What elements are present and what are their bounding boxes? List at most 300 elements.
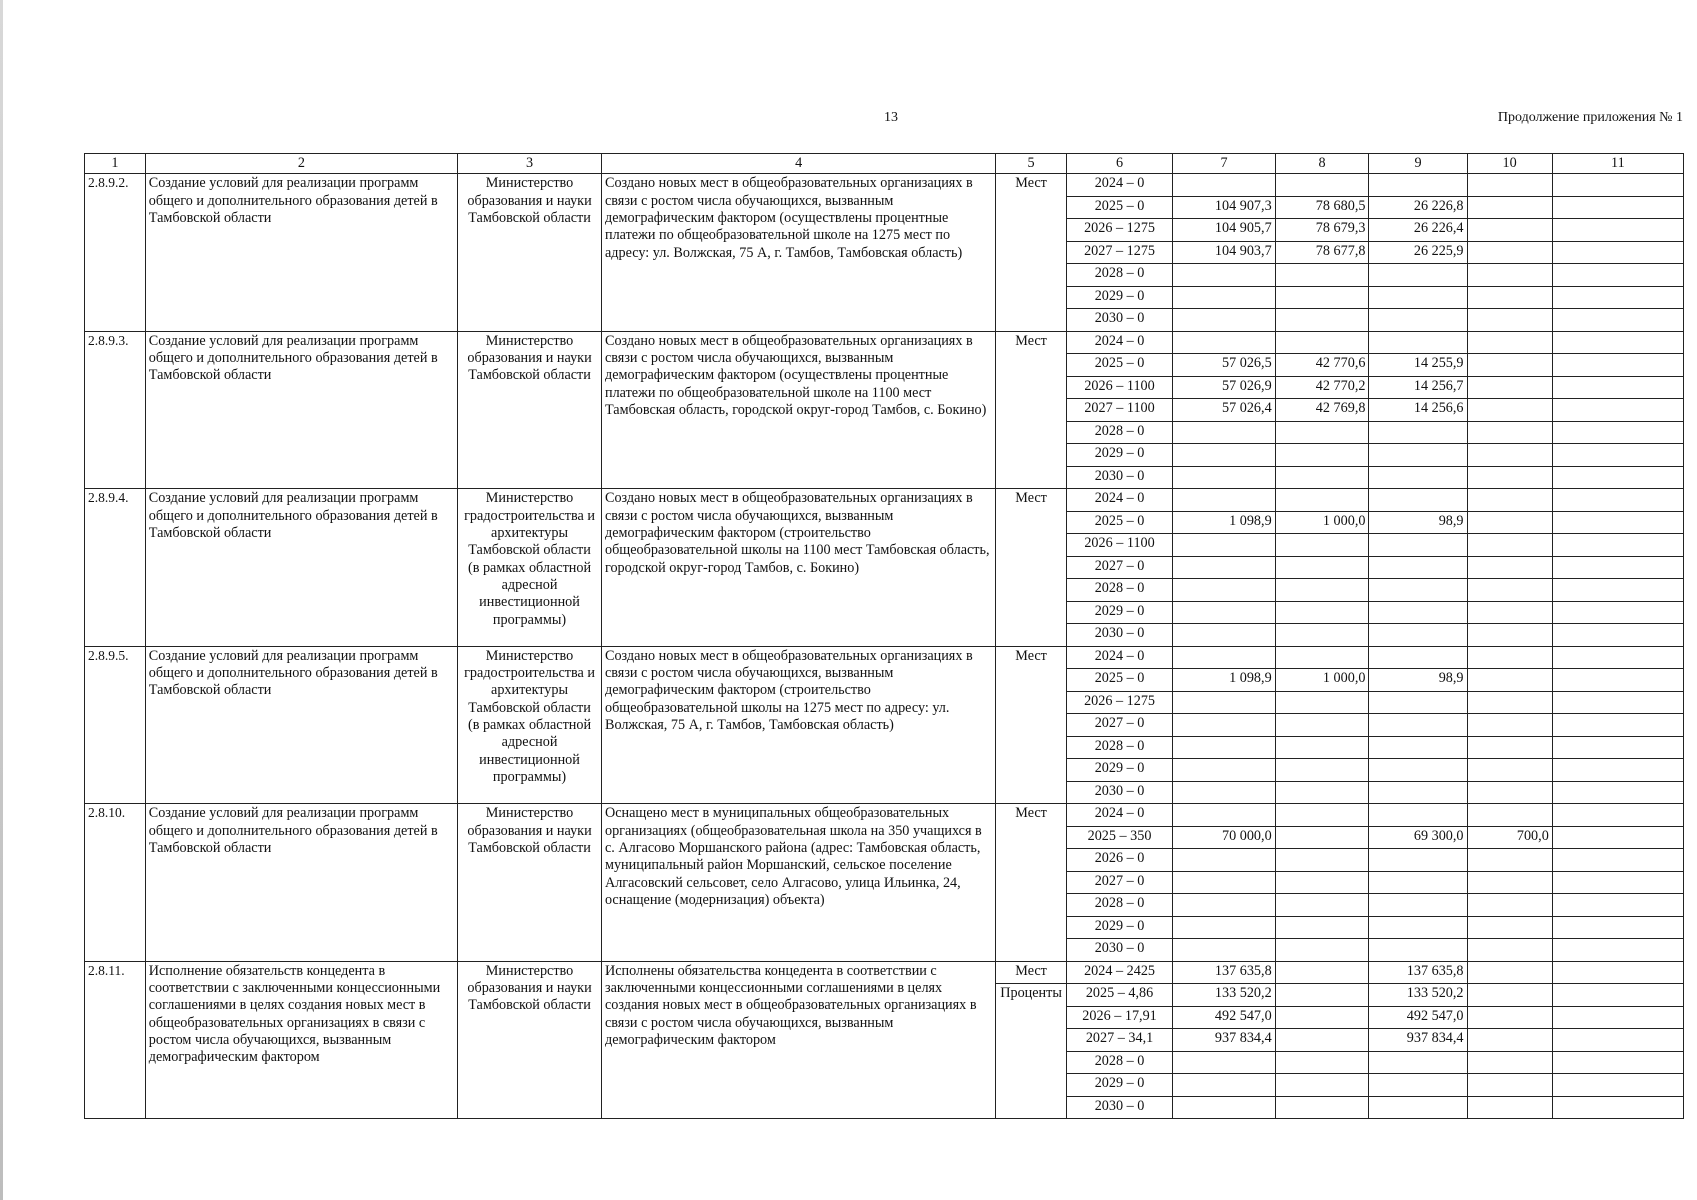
col8-value xyxy=(1275,579,1369,602)
column-header-9: 9 xyxy=(1369,154,1467,174)
col11-value xyxy=(1552,1051,1683,1074)
col9-value xyxy=(1369,1074,1467,1097)
col9-value: 133 520,2 xyxy=(1369,984,1467,1007)
col10-value xyxy=(1467,511,1552,534)
col8-value: 78 679,3 xyxy=(1275,219,1369,242)
col10-value xyxy=(1467,871,1552,894)
col7-value xyxy=(1173,646,1275,669)
executor: Министерство градостроительства и архитектуры Тамбовской области (в рамках областной адресной инвестиционной программы) xyxy=(458,646,602,804)
col11-value xyxy=(1552,354,1683,377)
col8-value xyxy=(1275,759,1369,782)
col10-value xyxy=(1467,759,1552,782)
col10-value xyxy=(1467,1029,1552,1052)
col11-value xyxy=(1552,826,1683,849)
col7-value: 104 907,3 xyxy=(1173,196,1275,219)
col9-value xyxy=(1369,759,1467,782)
col8-value: 1 000,0 xyxy=(1275,511,1369,534)
col10-value xyxy=(1467,1051,1552,1074)
col10-value xyxy=(1467,174,1552,197)
unit-secondary: Проценты xyxy=(996,984,1066,1119)
col10-value xyxy=(1467,714,1552,737)
year-value: 2027 – 0 xyxy=(1066,556,1173,579)
col10-value xyxy=(1467,624,1552,647)
col9-value xyxy=(1369,714,1467,737)
scan-edge xyxy=(0,0,3,1200)
col11-value xyxy=(1552,309,1683,332)
executor: Министерство образования и науки Тамбовской области xyxy=(458,174,602,332)
col7-value xyxy=(1173,174,1275,197)
col10-value xyxy=(1467,354,1552,377)
col11-value xyxy=(1552,489,1683,512)
col7-value: 1 098,9 xyxy=(1173,511,1275,534)
year-value: 2029 – 0 xyxy=(1066,444,1173,467)
year-value: 2025 – 0 xyxy=(1066,511,1173,534)
col11-value xyxy=(1552,736,1683,759)
col8-value: 78 677,8 xyxy=(1275,241,1369,264)
column-header-1: 1 xyxy=(85,154,146,174)
year-value: 2027 – 0 xyxy=(1066,871,1173,894)
col9-value: 14 256,7 xyxy=(1369,376,1467,399)
year-value: 2029 – 0 xyxy=(1066,1074,1173,1097)
year-value: 2028 – 0 xyxy=(1066,421,1173,444)
expected-result: Создано новых мест в общеобразовательных организациях в связи с ростом числа обучающихся, вызванным демографическим фактором (осуществлены процентные платежи по общеобразовательной школе на 1275 мест по адресу: ул. Волжская, 75 А, г. Тамбов, Тамбовская область) xyxy=(601,174,995,332)
col11-value xyxy=(1552,264,1683,287)
col10-value: 700,0 xyxy=(1467,826,1552,849)
year-value: 2025 – 0 xyxy=(1066,354,1173,377)
col7-value xyxy=(1173,421,1275,444)
year-value: 2030 – 0 xyxy=(1066,309,1173,332)
year-value: 2029 – 0 xyxy=(1066,601,1173,624)
col10-value xyxy=(1467,444,1552,467)
col9-value: 14 255,9 xyxy=(1369,354,1467,377)
col7-value xyxy=(1173,579,1275,602)
item-name: Исполнение обязательств концедента в соответствии с заключенными концессионными соглашениями в целях создания новых мест в общеобразовательных организациях в связи с ростом числа обучающихся, вызванным демографическим фактором xyxy=(145,961,457,1119)
year-value: 2024 – 0 xyxy=(1066,646,1173,669)
col11-value xyxy=(1552,556,1683,579)
col9-value: 26 226,8 xyxy=(1369,196,1467,219)
col10-value xyxy=(1467,196,1552,219)
executor: Министерство образования и науки Тамбовской области xyxy=(458,804,602,962)
column-header-2: 2 xyxy=(145,154,457,174)
col9-value: 69 300,0 xyxy=(1369,826,1467,849)
col10-value xyxy=(1467,331,1552,354)
col9-value: 937 834,4 xyxy=(1369,1029,1467,1052)
col8-value xyxy=(1275,534,1369,557)
col8-value xyxy=(1275,624,1369,647)
table-row xyxy=(85,646,1684,669)
col10-value xyxy=(1467,669,1552,692)
col7-value xyxy=(1173,489,1275,512)
item-number: 2.8.11. xyxy=(85,961,146,1119)
col9-value xyxy=(1369,489,1467,512)
col7-value: 133 520,2 xyxy=(1173,984,1275,1007)
column-header-4: 4 xyxy=(601,154,995,174)
col11-value xyxy=(1552,624,1683,647)
col9-value xyxy=(1369,1051,1467,1074)
col9-value xyxy=(1369,534,1467,557)
col8-value xyxy=(1275,984,1369,1007)
col10-value xyxy=(1467,961,1552,984)
col7-value xyxy=(1173,1074,1275,1097)
col9-value: 26 225,9 xyxy=(1369,241,1467,264)
col9-value xyxy=(1369,781,1467,804)
col11-value xyxy=(1552,646,1683,669)
col11-value xyxy=(1552,871,1683,894)
col11-value xyxy=(1552,421,1683,444)
col9-value: 492 547,0 xyxy=(1369,1006,1467,1029)
col9-value xyxy=(1369,466,1467,489)
item-number: 2.8.9.2. xyxy=(85,174,146,332)
col11-value xyxy=(1552,579,1683,602)
col8-value xyxy=(1275,1051,1369,1074)
col8-value: 42 770,6 xyxy=(1275,354,1369,377)
unit: Мест xyxy=(996,174,1066,332)
col8-value xyxy=(1275,331,1369,354)
year-value: 2028 – 0 xyxy=(1066,579,1173,602)
col9-value xyxy=(1369,624,1467,647)
col9-value xyxy=(1369,286,1467,309)
col7-value: 137 635,8 xyxy=(1173,961,1275,984)
year-value: 2026 – 1275 xyxy=(1066,219,1173,242)
col9-value: 14 256,6 xyxy=(1369,399,1467,422)
col11-value xyxy=(1552,444,1683,467)
col7-value xyxy=(1173,849,1275,872)
col9-value xyxy=(1369,174,1467,197)
year-value: 2026 – 1275 xyxy=(1066,691,1173,714)
col10-value xyxy=(1467,804,1552,827)
col7-value: 937 834,4 xyxy=(1173,1029,1275,1052)
col8-value xyxy=(1275,939,1369,962)
col10-value xyxy=(1467,916,1552,939)
col10-value xyxy=(1467,264,1552,287)
year-value: 2030 – 0 xyxy=(1066,1096,1173,1119)
year-value: 2025 – 0 xyxy=(1066,196,1173,219)
unit: Мест xyxy=(996,961,1066,984)
expected-result: Оснащено мест в муниципальных общеобразовательных организациях (общеобразовательная школа на 350 учащихся в с. Алгасово Моршанского района (адрес: Тамбовская область, муниципальный район Моршанский, сельское поселение Алгасовский сельсовет, село Алгасово, улица Ильинка, 24, оснащение (модернизация) объекта) xyxy=(601,804,995,962)
col10-value xyxy=(1467,556,1552,579)
col7-value: 57 026,4 xyxy=(1173,399,1275,422)
col8-value xyxy=(1275,714,1369,737)
col10-value xyxy=(1467,646,1552,669)
col10-value xyxy=(1467,241,1552,264)
col8-value xyxy=(1275,264,1369,287)
col7-value: 104 905,7 xyxy=(1173,219,1275,242)
col9-value xyxy=(1369,646,1467,669)
expected-result: Создано новых мест в общеобразовательных организациях в связи с ростом числа обучающихся, вызванным демографическим фактором (строительство общеобразовательной школы на 1100 мест Тамбовская область, городской округ-город Тамбов, с. Бокино) xyxy=(601,489,995,647)
year-value: 2030 – 0 xyxy=(1066,466,1173,489)
column-header-3: 3 xyxy=(458,154,602,174)
col11-value xyxy=(1552,376,1683,399)
column-header-5: 5 xyxy=(996,154,1066,174)
col9-value xyxy=(1369,309,1467,332)
col11-value xyxy=(1552,511,1683,534)
col11-value xyxy=(1552,804,1683,827)
col7-value xyxy=(1173,556,1275,579)
col7-value xyxy=(1173,331,1275,354)
col7-value xyxy=(1173,691,1275,714)
col9-value xyxy=(1369,556,1467,579)
col7-value: 492 547,0 xyxy=(1173,1006,1275,1029)
col11-value xyxy=(1552,466,1683,489)
col10-value xyxy=(1467,309,1552,332)
col9-value xyxy=(1369,939,1467,962)
col8-value xyxy=(1275,894,1369,917)
col8-value xyxy=(1275,556,1369,579)
item-name: Создание условий для реализации программ общего и дополнительного образования детей в Тамбовской области xyxy=(145,646,457,804)
column-header-11: 11 xyxy=(1552,154,1683,174)
year-value: 2025 – 350 xyxy=(1066,826,1173,849)
col11-value xyxy=(1552,399,1683,422)
year-value: 2026 – 0 xyxy=(1066,849,1173,872)
unit: Мест xyxy=(996,331,1066,489)
col11-value xyxy=(1552,849,1683,872)
item-number: 2.8.9.3. xyxy=(85,331,146,489)
executor: Министерство образования и науки Тамбовской области xyxy=(458,331,602,489)
col11-value xyxy=(1552,916,1683,939)
item-name: Создание условий для реализации программ общего и дополнительного образования детей в Тамбовской области xyxy=(145,174,457,332)
col10-value xyxy=(1467,601,1552,624)
col8-value xyxy=(1275,691,1369,714)
col10-value xyxy=(1467,1074,1552,1097)
year-value: 2026 – 1100 xyxy=(1066,534,1173,557)
col8-value xyxy=(1275,961,1369,984)
col11-value xyxy=(1552,1029,1683,1052)
item-name: Создание условий для реализации программ общего и дополнительного образования детей в Тамбовской области xyxy=(145,489,457,647)
year-value: 2027 – 34,1 xyxy=(1066,1029,1173,1052)
col9-value: 26 226,4 xyxy=(1369,219,1467,242)
col8-value: 1 000,0 xyxy=(1275,669,1369,692)
col8-value xyxy=(1275,646,1369,669)
col11-value xyxy=(1552,241,1683,264)
col10-value xyxy=(1467,939,1552,962)
col11-value xyxy=(1552,601,1683,624)
year-value: 2025 – 0 xyxy=(1066,669,1173,692)
col7-value xyxy=(1173,534,1275,557)
col7-value: 1 098,9 xyxy=(1173,669,1275,692)
col11-value xyxy=(1552,714,1683,737)
col8-value xyxy=(1275,804,1369,827)
expected-result: Создано новых мест в общеобразовательных организациях в связи с ростом числа обучающихся, вызванным демографическим фактором (строительство общеобразовательной школы на 1275 мест по адресу: ул. Волжская, 75 А, г. Тамбов, Тамбовская область) xyxy=(601,646,995,804)
year-value: 2029 – 0 xyxy=(1066,286,1173,309)
unit: Мест xyxy=(996,646,1066,804)
col10-value xyxy=(1467,286,1552,309)
year-value: 2025 – 4,86 xyxy=(1066,984,1173,1007)
col10-value xyxy=(1467,421,1552,444)
col8-value xyxy=(1275,444,1369,467)
col7-value xyxy=(1173,601,1275,624)
col7-value xyxy=(1173,736,1275,759)
expected-result: Исполнены обязательства концедента в соответствии с заключенными концессионными соглашениями в целях создания новых мест в общеобразовательных организациях в связи с ростом числа обучающихся, вызванным демографическим фактором xyxy=(601,961,995,1119)
header-row xyxy=(85,154,1684,174)
col7-value: 70 000,0 xyxy=(1173,826,1275,849)
col8-value xyxy=(1275,1074,1369,1097)
col9-value xyxy=(1369,736,1467,759)
col8-value xyxy=(1275,1006,1369,1029)
col9-value xyxy=(1369,444,1467,467)
col9-value xyxy=(1369,421,1467,444)
col10-value xyxy=(1467,534,1552,557)
column-header-7: 7 xyxy=(1173,154,1275,174)
col8-value xyxy=(1275,601,1369,624)
year-value: 2027 – 1100 xyxy=(1066,399,1173,422)
col7-value xyxy=(1173,781,1275,804)
col7-value: 57 026,9 xyxy=(1173,376,1275,399)
col10-value xyxy=(1467,376,1552,399)
year-value: 2029 – 0 xyxy=(1066,916,1173,939)
col8-value xyxy=(1275,1029,1369,1052)
col9-value: 137 635,8 xyxy=(1369,961,1467,984)
year-value: 2029 – 0 xyxy=(1066,759,1173,782)
col8-value xyxy=(1275,466,1369,489)
col9-value xyxy=(1369,804,1467,827)
col11-value xyxy=(1552,1006,1683,1029)
col7-value xyxy=(1173,759,1275,782)
col7-value xyxy=(1173,1051,1275,1074)
col10-value xyxy=(1467,984,1552,1007)
col10-value xyxy=(1467,579,1552,602)
year-value: 2027 – 1275 xyxy=(1066,241,1173,264)
col7-value: 104 903,7 xyxy=(1173,241,1275,264)
col11-value xyxy=(1552,1074,1683,1097)
col8-value xyxy=(1275,849,1369,872)
col11-value xyxy=(1552,196,1683,219)
year-value: 2030 – 0 xyxy=(1066,624,1173,647)
col10-value xyxy=(1467,894,1552,917)
item-name: Создание условий для реализации программ общего и дополнительного образования детей в Тамбовской области xyxy=(145,804,457,962)
col7-value xyxy=(1173,466,1275,489)
year-value: 2026 – 17,91 xyxy=(1066,1006,1173,1029)
year-value: 2027 – 0 xyxy=(1066,714,1173,737)
item-number: 2.8.9.5. xyxy=(85,646,146,804)
col9-value xyxy=(1369,601,1467,624)
col11-value xyxy=(1552,669,1683,692)
year-value: 2028 – 0 xyxy=(1066,264,1173,287)
col8-value xyxy=(1275,489,1369,512)
col10-value xyxy=(1467,691,1552,714)
year-value: 2024 – 0 xyxy=(1066,174,1173,197)
col7-value xyxy=(1173,804,1275,827)
col11-value xyxy=(1552,984,1683,1007)
table-row xyxy=(85,174,1684,197)
year-value: 2028 – 0 xyxy=(1066,1051,1173,1074)
col7-value xyxy=(1173,894,1275,917)
col9-value xyxy=(1369,691,1467,714)
year-value: 2028 – 0 xyxy=(1066,736,1173,759)
year-value: 2024 – 2425 xyxy=(1066,961,1173,984)
continuation-note: Продолжение приложения № 1 xyxy=(1497,110,1683,125)
year-value: 2030 – 0 xyxy=(1066,939,1173,962)
table-row xyxy=(85,489,1684,512)
col8-value: 42 770,2 xyxy=(1275,376,1369,399)
col8-value xyxy=(1275,736,1369,759)
col8-value xyxy=(1275,781,1369,804)
col7-value xyxy=(1173,916,1275,939)
col9-value xyxy=(1369,264,1467,287)
year-value: 2026 – 1100 xyxy=(1066,376,1173,399)
year-value: 2024 – 0 xyxy=(1066,331,1173,354)
col8-value xyxy=(1275,1096,1369,1119)
col7-value: 57 026,5 xyxy=(1173,354,1275,377)
col9-value xyxy=(1369,916,1467,939)
item-number: 2.8.10. xyxy=(85,804,146,962)
col11-value xyxy=(1552,534,1683,557)
col7-value xyxy=(1173,444,1275,467)
col11-value xyxy=(1552,174,1683,197)
col9-value: 98,9 xyxy=(1369,669,1467,692)
col11-value xyxy=(1552,894,1683,917)
col11-value xyxy=(1552,691,1683,714)
col11-value xyxy=(1552,219,1683,242)
col7-value xyxy=(1173,1096,1275,1119)
col8-value xyxy=(1275,826,1369,849)
page-number: 13 xyxy=(884,110,898,125)
year-value: 2024 – 0 xyxy=(1066,489,1173,512)
col7-value xyxy=(1173,871,1275,894)
col8-value xyxy=(1275,421,1369,444)
unit: Мест xyxy=(996,804,1066,962)
executor: Министерство образования и науки Тамбовской области xyxy=(458,961,602,1119)
col7-value xyxy=(1173,939,1275,962)
column-header-10: 10 xyxy=(1467,154,1552,174)
col7-value xyxy=(1173,264,1275,287)
col8-value xyxy=(1275,286,1369,309)
col9-value xyxy=(1369,871,1467,894)
col11-value xyxy=(1552,1096,1683,1119)
col8-value: 78 680,5 xyxy=(1275,196,1369,219)
table-row xyxy=(85,961,1684,984)
col11-value xyxy=(1552,781,1683,804)
col9-value xyxy=(1369,331,1467,354)
col10-value xyxy=(1467,781,1552,804)
col11-value xyxy=(1552,286,1683,309)
col7-value xyxy=(1173,624,1275,647)
program-table xyxy=(84,153,1684,1119)
col7-value xyxy=(1173,309,1275,332)
executor: Министерство градостроительства и архитектуры Тамбовской области (в рамках областной адресной инвестиционной программы) xyxy=(458,489,602,647)
year-value: 2024 – 0 xyxy=(1066,804,1173,827)
col10-value xyxy=(1467,736,1552,759)
col10-value xyxy=(1467,1006,1552,1029)
table-row xyxy=(85,331,1684,354)
col11-value xyxy=(1552,331,1683,354)
col10-value xyxy=(1467,219,1552,242)
col11-value xyxy=(1552,759,1683,782)
col8-value: 42 769,8 xyxy=(1275,399,1369,422)
col9-value xyxy=(1369,579,1467,602)
year-value: 2028 – 0 xyxy=(1066,894,1173,917)
column-header-8: 8 xyxy=(1275,154,1369,174)
col11-value xyxy=(1552,939,1683,962)
col9-value xyxy=(1369,849,1467,872)
col10-value xyxy=(1467,849,1552,872)
item-name: Создание условий для реализации программ общего и дополнительного образования детей в Тамбовской области xyxy=(145,331,457,489)
col7-value xyxy=(1173,714,1275,737)
unit: Мест xyxy=(996,489,1066,647)
col10-value xyxy=(1467,489,1552,512)
item-number: 2.8.9.4. xyxy=(85,489,146,647)
col8-value xyxy=(1275,916,1369,939)
col11-value xyxy=(1552,961,1683,984)
col9-value: 98,9 xyxy=(1369,511,1467,534)
col9-value xyxy=(1369,894,1467,917)
col10-value xyxy=(1467,466,1552,489)
column-header-6: 6 xyxy=(1066,154,1173,174)
col10-value xyxy=(1467,1096,1552,1119)
expected-result: Создано новых мест в общеобразовательных организациях в связи с ростом числа обучающихся, вызванным демографическим фактором (осуществлены процентные платежи по общеобразовательной школе на 1100 мест Тамбовская область, городской округ-город Тамбов, с. Бокино) xyxy=(601,331,995,489)
col7-value xyxy=(1173,286,1275,309)
col9-value xyxy=(1369,1096,1467,1119)
year-value: 2030 – 0 xyxy=(1066,781,1173,804)
